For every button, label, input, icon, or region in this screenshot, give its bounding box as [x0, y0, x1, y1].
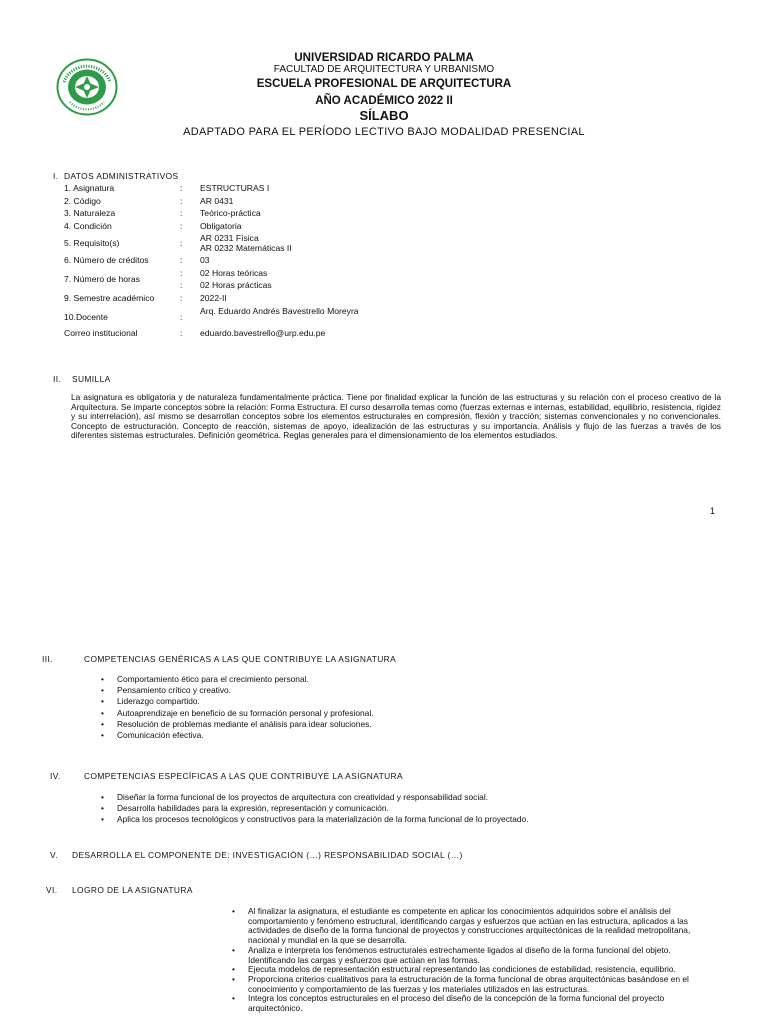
list-item: • Analiza e interpreta los fenómenos estructurales estrechamente ligados al diseño de la forma funcional del objeto. Identificando las cargas y esfuerzos que actúan en las formas. — [232, 946, 720, 965]
list-item: • Proporciona criterios cualitativos para la estructuración de la forma funcional de obras arquitectónicas basándose en el conocimiento y comportamiento de las fuerzas y los materiales utilizados en las estructuras. — [232, 975, 720, 994]
row-value: ESTRUCTURAS I — [200, 183, 270, 193]
row-value: Obligatoria — [200, 221, 242, 231]
row-colon: : — [180, 255, 183, 265]
list-item: • Pensamiento crítico y creativo. — [101, 685, 374, 696]
row-colon: : — [180, 183, 183, 193]
row-value-2: 02 Horas prácticas — [200, 280, 272, 290]
row-value: 02 Horas teóricas — [200, 268, 268, 278]
section-title: LOGRO DE LA ASIGNATURA — [72, 885, 193, 895]
section-title: DESARROLLA EL COMPONENTE DE: INVESTIGACIÓN (…) RESPONSABILIDAD SOCIAL (…) — [72, 850, 463, 860]
section-title: SUMILLA — [72, 374, 111, 384]
list-item: • Aplica los procesos tecnológicos y constructivos para la materialización de la forma funcional de lo proyectado. — [101, 814, 529, 825]
list-item: • Resolución de problemas mediante el análisis para idear soluciones. — [101, 719, 374, 730]
row-value: eduardo.bavestrello@urp.edu.pe — [200, 328, 326, 338]
section-1-heading — [53, 171, 179, 181]
section-4-heading — [50, 771, 403, 781]
section-number: VI. — [46, 885, 58, 895]
school-name: ESCUELA PROFESIONAL DE ARQUITECTURA — [256, 78, 512, 90]
row-value: AR 0231 Física — [200, 233, 259, 243]
row-colon: : — [180, 196, 183, 206]
document-subtitle: ADAPTADO PARA EL PERÍODO LECTIVO BAJO MODALIDAD PRESENCIAL — [183, 126, 585, 138]
list-item: • Al finalizar la asignatura, el estudiante es competente en aplicar los conocimientos adquiridos sobre el análisis del comportamiento y fenómeno estructural, identificando cargas y esfuerzos que actúan en las estructura, aplicados a las actividades de diseño de la forma funcional de proyectos y construcciones arquitectónicas de la realidad metropolitana, nacional y mundial en la que se desarrolla. — [232, 907, 720, 946]
section-5-heading — [50, 850, 463, 860]
section-2-heading — [53, 374, 111, 384]
row-label: 9. Semestre académico — [64, 293, 155, 303]
list-item: • Ejecuta modelos de representación estructural representando las condiciones de estabilidad, resistencia, equilibrio. — [232, 965, 720, 975]
row-label: 2. Código — [64, 196, 101, 206]
section-title: COMPETENCIAS ESPECÍFICAS A LAS QUE CONTRIBUYE LA ASIGNATURA — [84, 771, 403, 781]
generic-competencies-list — [101, 674, 374, 741]
sumilla-paragraph: La asignatura es obligatoria y de naturaleza fundamentalmente práctica. Tiene por finalidad explicar la función de las estructuras y su relación con el proceso creativo de la Arquitectura. Se imparte conceptos sobre la relación: Forma Estructura. El curso desarrolla temas como (fuerzas externas e internas, estabilidad, equilibrio, resistencia, rigidez y su interrelación), así mismo se desarrollan conceptos sobre los elementos estructurales en compresión, flexión y tracción; sistemas convencionales y no convencionales. Concepto de estructuración. Concepto de reacción, sistemas de apoyo, idealización de las estructuras y su importancia. Análisis y flujo de las fuerzas a través de los diferentes sistemas estructurales. Definición geométrica. Reglas generales para el dimensionamiento de los elementos estudiados. — [71, 392, 721, 441]
row-label: 7. Número de horas — [64, 274, 140, 284]
row-colon: : — [180, 312, 183, 322]
row-value: Arq. Eduardo Andrés Bavestrello Moreyra — [200, 306, 359, 316]
list-item: • Integra los conceptos estructurales en el proceso del diseño de la concepción de la forma funcional del proyecto arquitectónico. — [232, 994, 720, 1013]
list-item: • Desarrolla habilidades para la expresión, representación y comunicación. — [101, 803, 529, 814]
page-number: 1 — [709, 506, 715, 516]
faculty-name: FACULTAD DE ARQUITECTURA Y URBANISMO — [273, 64, 495, 75]
list-item: • Comportamiento ético para el crecimiento personal. — [101, 674, 374, 685]
row-colon-2: : — [180, 280, 183, 290]
row-label: 4. Condición — [64, 221, 112, 231]
row-colon: : — [180, 293, 183, 303]
row-colon: : — [180, 328, 183, 338]
row-label: Correo institucional — [64, 328, 138, 338]
section-number: III. — [42, 654, 53, 664]
row-colon: : — [180, 221, 183, 231]
list-item: • Autoaprendizaje en beneficio de su formación personal y profesional. — [101, 708, 374, 719]
row-value: AR 0431 — [200, 196, 234, 206]
row-colon: : — [180, 268, 183, 278]
row-value-2: AR 0232 Matemáticas II — [200, 243, 292, 253]
row-value: 2022-II — [200, 293, 227, 303]
list-item: • Liderazgo compartido. — [101, 696, 374, 707]
list-item: • Comunicación efectiva. — [101, 730, 374, 741]
row-label: 6. Número de créditos — [64, 255, 149, 265]
list-item: • Diseñar la forma funcional de los proyectos de arquitectura con creatividad y responsabilidad social. — [101, 792, 529, 803]
course-achievements-list — [232, 907, 720, 1014]
row-colon: : — [180, 208, 183, 218]
row-value: 03 — [200, 255, 210, 265]
section-title: COMPETENCIAS GENÉRICAS A LAS QUE CONTRIBUYE LA ASIGNATURA — [84, 654, 397, 664]
section-title: DATOS ADMINISTRATIVOS — [64, 171, 179, 181]
row-label: 3. Naturaleza — [64, 208, 116, 218]
academic-year: AÑO ACADÉMICO 2022 II — [315, 95, 453, 107]
row-value: Teórico-práctica — [200, 208, 261, 218]
row-colon: : — [180, 238, 183, 248]
section-number: II. — [53, 374, 62, 384]
document-title: SÍLABO — [359, 108, 409, 123]
section-6-heading — [46, 885, 193, 895]
specific-competencies-list — [101, 792, 529, 826]
row-label: 10.Docente — [64, 312, 108, 322]
row-label: 1. Asignatura — [64, 183, 115, 193]
section-number: IV. — [50, 771, 61, 781]
section-number: V. — [50, 850, 58, 860]
section-number: I. — [53, 171, 59, 181]
row-label: 5. Requisito(s) — [64, 238, 120, 248]
university-name: UNIVERSIDAD RICARDO PALMA — [294, 52, 474, 64]
section-3-heading — [42, 654, 397, 664]
